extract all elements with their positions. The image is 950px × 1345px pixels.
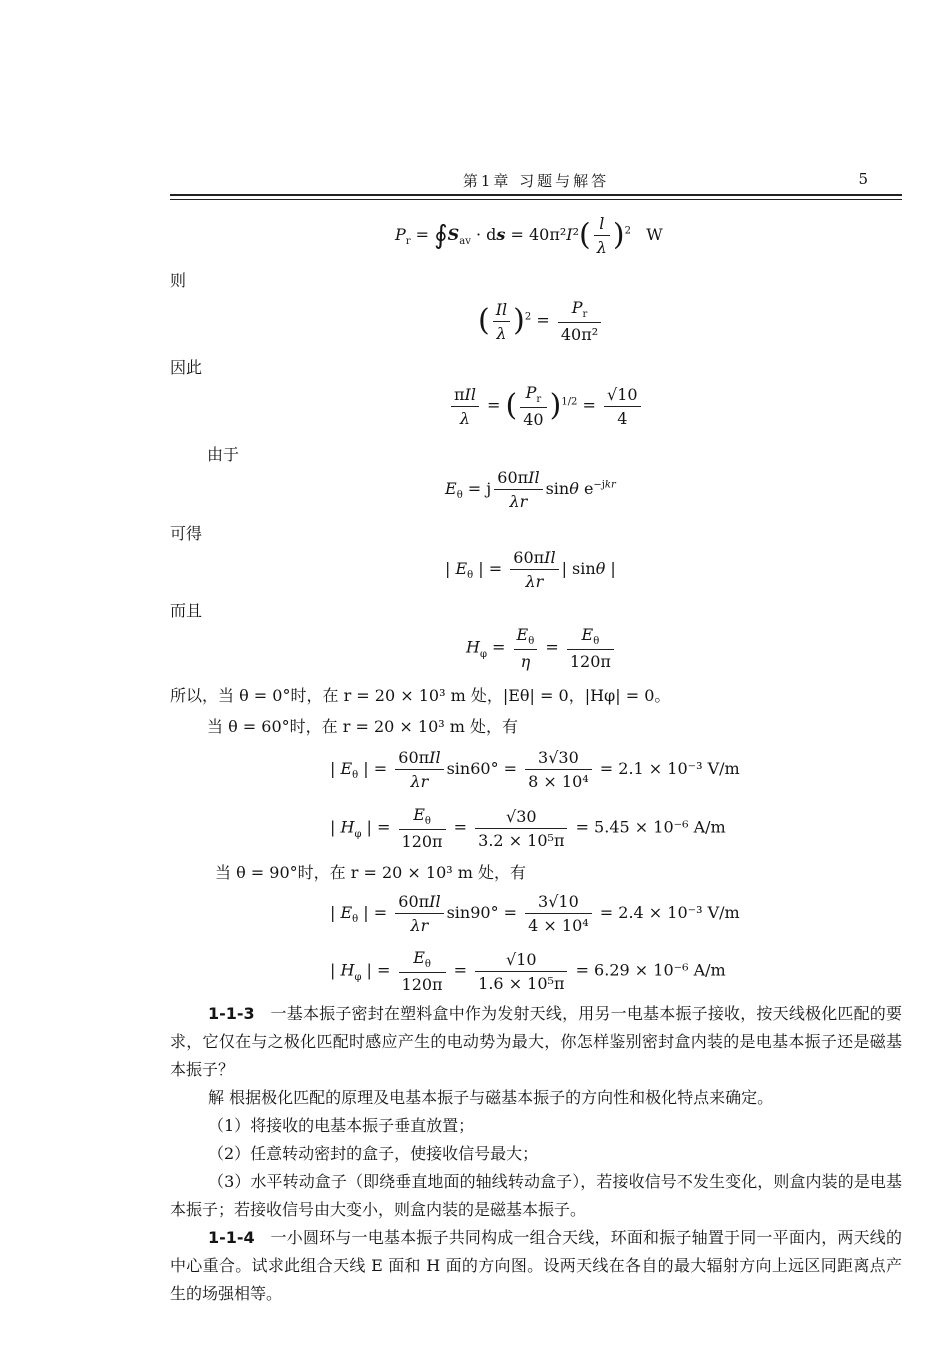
problem-1-1-3 [170, 1000, 902, 1084]
equation-e-90: | $E_\theta$ | = $\frac{\text{60πIl}}{\lambda r}$ sin90° = $\frac{3√10}{\text{4 × 10⁴}}$ = 2.4 × 10⁻³ V/m [330, 892, 740, 935]
equation-h-phi: $H_\varphi$ = $\frac{E_\theta}{\eta}$ = $\frac{E_\theta}{120\pi}$ [466, 625, 617, 671]
running-header [170, 168, 902, 190]
equation-h-60: | $H_\varphi$ | = $\frac{E_\theta}{120\pi}$ = $\frac{√30}{\text{3.2 × 10⁵π}}$ = 5.45 × 10⁻⁶ A/m [330, 805, 726, 852]
problem-text: 一小圆环与一电基本振子共同构成一组合天线，环面和振子轴置于同一平面内，两天线的中心重合。试求此组合天线 E 面和 H 面的方向图。设两天线在各自的最大辐射方向上远区同距离点产生的场强相等。 [170, 1228, 902, 1303]
equation-pi-il: $\frac{\text{πIl}}{\lambda}$ = ( $\frac{P_r}{40}$ )$^{1/2}$ = $\frac{√10}{4}$ [448, 383, 644, 429]
solution-step-2: （2）任意转动密封的盒子，使接收信号最大； [208, 1144, 539, 1163]
chapter-title: 第1章 习题与解答 [462, 172, 610, 190]
solution-step-3: （3）水平转动盒子（即绕垂直地面的轴线转动盒子），若接收信号不发生变化，则盒内装的是电基本振子；若接收信号由大变小，则盒内装的是磁基本振子。 [170, 1172, 902, 1219]
word-ze: 则 [170, 271, 187, 290]
header-rule-thick [170, 194, 902, 196]
equation-radiated-power: $P_r$ = $∮S_{av}$ · ds = 40π²I²( $\frac{l}{\lambda}$ )$^2$ W [395, 214, 663, 257]
word-erqie: 而且 [170, 601, 203, 620]
equation-abs-e-theta: | $E_\theta$ | = $\frac{\text{60πIl}}{\lambda r}$ | sinθ | [445, 548, 616, 591]
header-rule-thin [170, 199, 902, 200]
problem-text: 一基本振子密封在塑料盒中作为发射天线，用另一电基本振子接收，按天线极化匹配的要求，它仅在与之极化匹配时感应产生的电动势为最大，你怎样鉴别密封盒内装的是电基本振子还是磁基本振子？ [170, 1004, 902, 1079]
word-yinci: 因此 [170, 358, 203, 377]
line-theta-90: 当 θ = 90°时，在 r = 20 × 10³ m 处，有 [215, 863, 527, 882]
line-theta-0: 所以，当 θ = 0°时，在 r = 20 × 10³ m 处，|Eθ| = 0，|Hφ| = 0。 [170, 686, 671, 705]
problem-1-1-4 [170, 1224, 902, 1308]
page-number: 5 [858, 170, 868, 188]
equation-il-ratio: ( $\frac{Il}{\lambda}$ )$^2$ = $\frac{P_r}{\text{40π²}}$ [478, 298, 604, 344]
word-youyu: 由于 [207, 445, 240, 464]
solution-step-1: （1）将接收的电基本振子垂直放置； [208, 1116, 475, 1135]
line-theta-60: 当 θ = 60°时，在 r = 20 × 10³ m 处，有 [207, 717, 519, 736]
problem-number: 1-1-3 [208, 1004, 255, 1023]
word-kede: 可得 [170, 524, 203, 543]
problem-number: 1-1-4 [208, 1228, 255, 1247]
solution-intro: 解 根据极化匹配的原理及电基本振子与磁基本振子的方向性和极化特点来确定。 [208, 1088, 774, 1107]
equation-e-theta: $E_\theta = j$ $\frac{\text{60πIl}}{\lambda r}$ sinθ $e^{-jkr}$ [445, 468, 616, 511]
equation-h-90: | $H_\varphi$ | = $\frac{E_\theta}{120\pi}$ = $\frac{√10}{\text{1.6 × 10⁵π}}$ = 6.29 × 10⁻⁶ A/m [330, 948, 726, 995]
equation-e-60: | $E_\theta$ | = $\frac{\text{60πIl}}{\lambda r}$ sin60° = $\frac{3√30}{\text{8 × 10⁴}}$ = 2.1 × 10⁻³ V/m [330, 748, 740, 791]
